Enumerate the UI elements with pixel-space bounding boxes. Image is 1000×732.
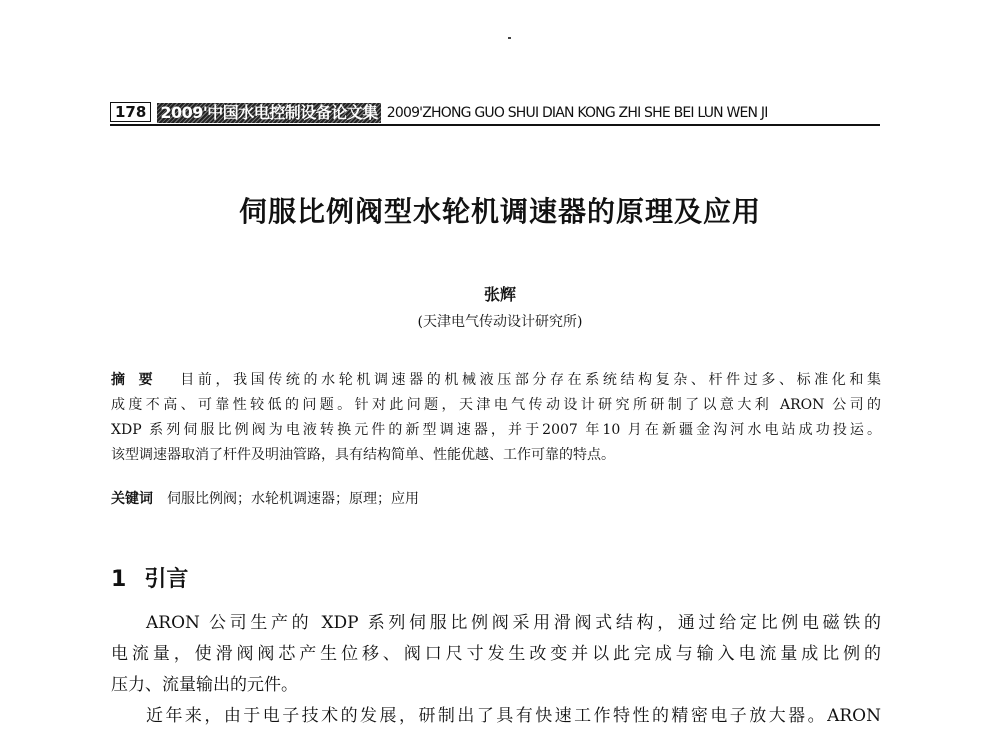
section-number: 1 <box>111 567 127 592</box>
abstract-line-text: 目前，我国传统的水轮机调速器的机械液压部分存在系统结构复杂、杆件过多、标准化和集 <box>180 372 882 388</box>
body-line: 压力、流量输出的元件。 <box>111 675 298 695</box>
section-title: 引言 <box>144 567 189 592</box>
abstract-line: 成度不高、可靠性较低的问题。针对此问题，天津电气传动设计研究所研制了以意大利 ARON 公司的 <box>111 397 881 413</box>
paper-title: 伺服比例阀型水轮机调速器的原理及应用 <box>238 195 761 228</box>
author-name: 张辉 <box>483 285 516 304</box>
abstract-label: 摘要 <box>111 372 167 388</box>
page-number: 178 <box>110 102 151 122</box>
body-line: 近年来，由于电子技术的发展，研制出了具有快速工作特性的精密电子放大器。ARON <box>146 706 881 726</box>
section-heading <box>111 562 188 593</box>
series-title-pinyin: 2009'ZHONG GUO SHUI DIAN KONG ZHI SHE BEI LUN WEN JI <box>386 105 768 121</box>
abstract-line: 该型调速器取消了杆件及明油管路，具有结构简单、性能优越、工作可靠的特点。 <box>111 447 615 463</box>
keywords <box>111 488 881 508</box>
abstract-line <box>111 368 881 393</box>
series-title-cn: 2009'中国水电控制设备论文集 <box>157 103 380 123</box>
body-line: 电流量，使滑阀阀芯产生位移、阀口尺寸发生改变并以此完成与输入电流量成比例的 <box>111 644 881 664</box>
body-text <box>111 608 881 732</box>
body-line: ARON 公司生产的 XDP 系列伺服比例阀采用滑阀式结构，通过给定比例电磁铁的 <box>146 613 881 633</box>
scan-speck <box>508 37 511 39</box>
abstract-line: XDP 系列伺服比例阀为电液转换元件的新型调速器，并于2007 年10 月在新疆金沟河水电站成功投运。 <box>111 422 881 438</box>
abstract <box>111 368 881 468</box>
keywords-text: 伺服比例阀；水轮机调速器；原理；应用 <box>167 491 419 507</box>
running-header <box>110 100 880 126</box>
keywords-label: 关键词 <box>111 491 153 507</box>
author-affiliation: (天津电气传动设计研究所) <box>417 314 583 330</box>
